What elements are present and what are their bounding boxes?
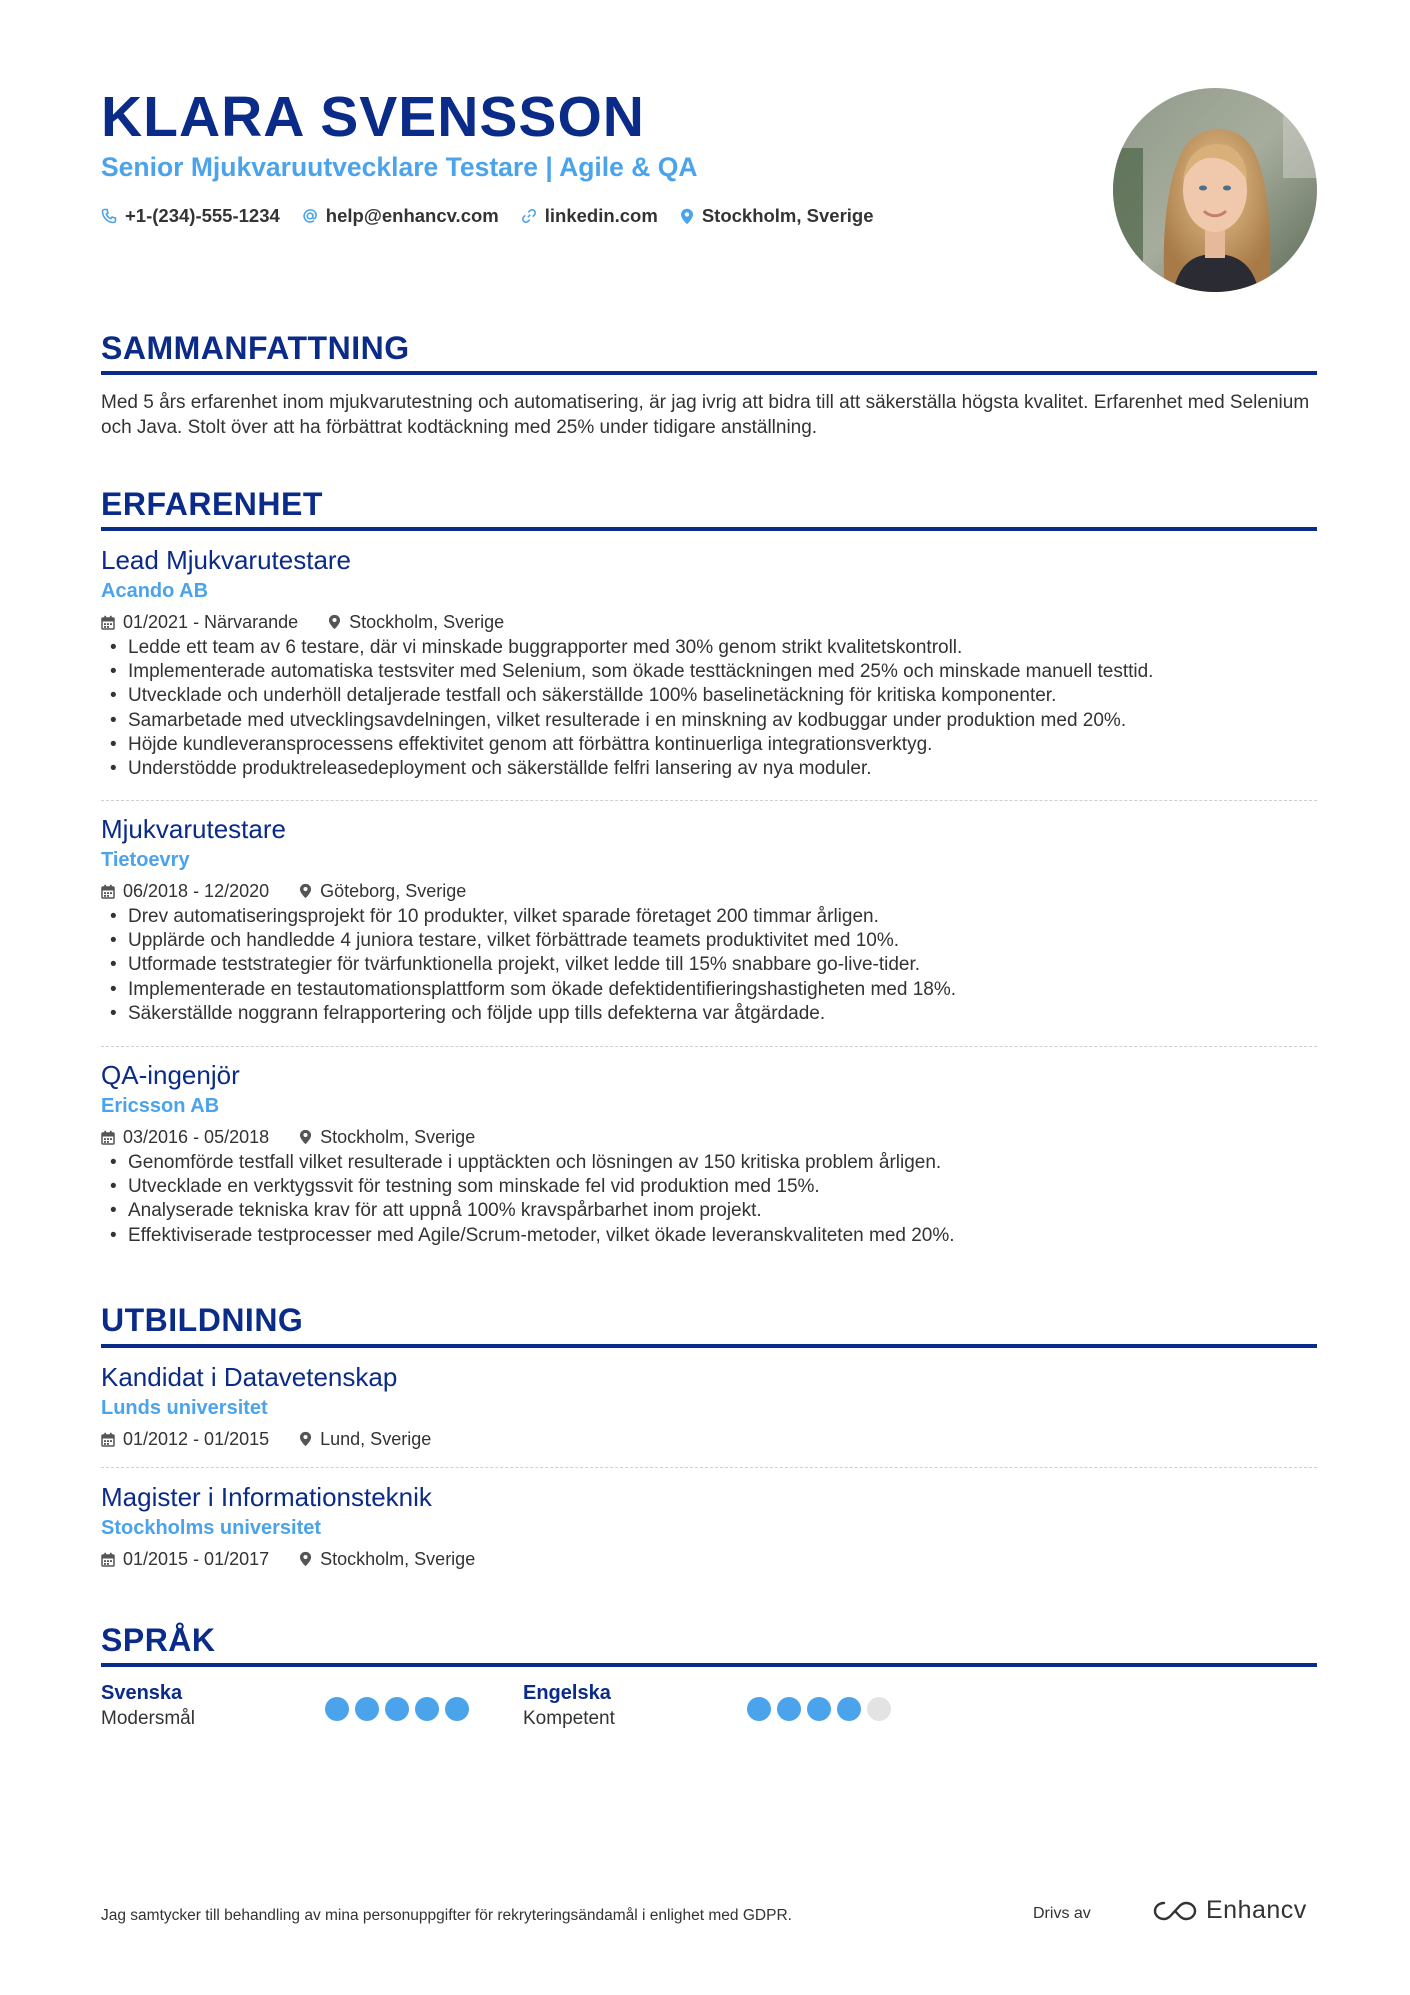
experience-bullet: • Implementerade en testautomationsplattform som ökade defektidentifieringshastigheten med 18%. bbox=[101, 978, 1317, 1002]
rating-dot-filled bbox=[355, 1697, 379, 1721]
education-section-title: UTBILDNING bbox=[101, 1302, 304, 1338]
at-icon bbox=[302, 208, 318, 224]
experience-bullet: • Utvecklade en verktygssvit för testning som minskade fel vid produktion med 15%. bbox=[101, 1175, 1317, 1199]
summary-section-title: SAMMANFATTNING bbox=[101, 330, 410, 366]
rating-dot-filled bbox=[325, 1697, 349, 1721]
languages-section-rule bbox=[101, 1663, 1317, 1667]
education-location-text: Stockholm, Sverige bbox=[320, 1549, 476, 1569]
experience-role: QA-ingenjör bbox=[101, 1060, 240, 1090]
language-item bbox=[523, 1680, 615, 1732]
experience-bullets bbox=[101, 1151, 1317, 1248]
experience-bullet: • Understödde produktreleasedeployment och säkerställde felfri lansering av nya moduler. bbox=[101, 757, 1317, 781]
calendar-icon bbox=[101, 1552, 115, 1567]
education-dates bbox=[101, 1427, 269, 1451]
contact-location-text: Stockholm, Sverige bbox=[701, 205, 874, 226]
experience-location bbox=[299, 879, 466, 903]
location-pin-icon bbox=[299, 1551, 312, 1567]
location-pin-icon bbox=[299, 1129, 312, 1145]
experience-bullet: • Utvecklade och underhöll detaljerade testfall och säkerställde 100% baselinetäckning för kritiska komponenter. bbox=[101, 684, 1317, 708]
experience-bullet: • Genomförde testfall vilket resulterade i upptäckten och lösningen av 150 kritiska problem årligen. bbox=[101, 1151, 1317, 1175]
experience-bullet: • Säkerställde noggrann felrapportering och följde upp tills defekterna var åtgärdade. bbox=[101, 1002, 1317, 1026]
education-school: Stockholms universitet bbox=[101, 1517, 322, 1539]
candidate-name: KLARA SVENSSON bbox=[101, 85, 645, 149]
language-level: Modersmål bbox=[101, 1708, 195, 1729]
experience-bullet: • Samarbetade med utvecklingsavdelningen, vilket resulterade i en minskning av kodbuggar under produktion med 20%. bbox=[101, 709, 1317, 733]
rating-dot-filled bbox=[837, 1697, 861, 1721]
experience-company: Ericsson AB bbox=[101, 1095, 220, 1117]
rating-dot-filled bbox=[415, 1697, 439, 1721]
language-rating bbox=[325, 1697, 469, 1721]
experience-location-text: Stockholm, Sverige bbox=[320, 1127, 476, 1147]
contact-phone[interactable] bbox=[101, 205, 280, 227]
location-pin-icon bbox=[299, 1431, 312, 1447]
contact-linkedin-text: linkedin.com bbox=[544, 205, 658, 226]
education-dates-text: 01/2015 - 01/2017 bbox=[123, 1549, 270, 1569]
contact-bar bbox=[101, 205, 874, 227]
link-icon bbox=[521, 208, 537, 224]
language-rating bbox=[747, 1697, 891, 1721]
enhancv-brand-text: Enhancv bbox=[1206, 1896, 1307, 1924]
rating-dot-filled bbox=[385, 1697, 409, 1721]
experience-bullet: • Ledde ett team av 6 testare, där vi minskade buggrapporter med 30% genom strikt kvalitetskontroll. bbox=[101, 636, 1317, 660]
experience-bullet: • Höjde kundleveransprocessens effektivitet genom att förbättra kontinuerliga integrationsverktyg. bbox=[101, 733, 1317, 757]
language-level: Kompetent bbox=[523, 1708, 615, 1729]
rating-dot-filled bbox=[777, 1697, 801, 1721]
education-meta bbox=[101, 1547, 1317, 1571]
experience-dates bbox=[101, 610, 298, 634]
experience-role: Mjukvarutestare bbox=[101, 814, 286, 844]
education-section-rule bbox=[101, 1344, 1317, 1348]
experience-bullet: • Drev automatiseringsprojekt för 10 produkter, vilket sparade företaget 200 timmar årligen. bbox=[101, 905, 1317, 929]
education-meta bbox=[101, 1427, 1317, 1451]
experience-bullet: • Utformade teststrategier för tvärfunktionella projekt, vilket ledde till 15% snabbare go-live-tider. bbox=[101, 953, 1317, 977]
experience-company: Tietoevry bbox=[101, 849, 190, 871]
experience-company: Acando AB bbox=[101, 580, 209, 602]
calendar-icon bbox=[101, 615, 115, 630]
calendar-icon bbox=[101, 884, 115, 899]
experience-dates-text: 06/2018 - 12/2020 bbox=[123, 881, 270, 901]
experience-bullet: • Analyserade tekniska krav för att uppnå 100% kravspårbarhet inom projekt. bbox=[101, 1199, 1317, 1223]
experience-section-title: ERFARENHET bbox=[101, 486, 323, 522]
experience-entry bbox=[101, 812, 1317, 1026]
entry-divider bbox=[101, 1467, 1317, 1468]
entry-divider bbox=[101, 1046, 1317, 1047]
experience-location bbox=[328, 610, 504, 634]
experience-bullet: • Upplärde och handledde 4 juniora testare, vilket förbättrade teamets produktivitet med 10%. bbox=[101, 929, 1317, 953]
language-name: Engelska bbox=[523, 1682, 611, 1704]
candidate-headline: Senior Mjukvaruutvecklare Testare | Agile & QA bbox=[101, 152, 698, 182]
summary-text: Med 5 års erfarenhet inom mjukvarutestning och automatisering, är jag ivrig att bidra till att säkerställa högsta kvalitet. Erfarenhet med Selenium och Java. Stolt över att ha förbättrat kodtäckning med 25% under tidigare anställning. bbox=[101, 392, 1310, 438]
experience-dates-text: 03/2016 - 05/2018 bbox=[123, 1127, 270, 1147]
experience-section-rule bbox=[101, 527, 1317, 531]
experience-location-text: Göteborg, Sverige bbox=[320, 881, 467, 901]
education-entry bbox=[101, 1360, 1317, 1451]
languages-section-title: SPRÅK bbox=[101, 1622, 216, 1658]
contact-email-text: help@enhancv.com bbox=[325, 205, 499, 226]
contact-location bbox=[680, 205, 874, 227]
education-school: Lunds universitet bbox=[101, 1397, 268, 1419]
experience-meta bbox=[101, 610, 1317, 634]
language-name: Svenska bbox=[101, 1682, 183, 1704]
calendar-icon bbox=[101, 1432, 115, 1447]
experience-location bbox=[299, 1125, 475, 1149]
rating-dot-filled bbox=[445, 1697, 469, 1721]
location-pin-icon bbox=[680, 208, 694, 225]
education-dates bbox=[101, 1547, 269, 1571]
experience-meta bbox=[101, 1125, 1317, 1149]
powered-by-label: Drivs av bbox=[1033, 1905, 1091, 1922]
education-entry bbox=[101, 1480, 1317, 1571]
education-location bbox=[299, 1427, 431, 1451]
experience-meta bbox=[101, 879, 1317, 903]
location-pin-icon bbox=[299, 883, 312, 899]
experience-bullet: • Implementerade automatiska testsviter med Selenium, som ökade testtäckningen med 25% och minskade manuell testtid. bbox=[101, 660, 1317, 684]
gdpr-consent: Jag samtycker till behandling av mina personuppgifter för rekryteringsändamål i enlighet med GDPR. bbox=[101, 1907, 792, 1924]
enhancv-logo-icon bbox=[1152, 1899, 1198, 1923]
phone-icon bbox=[101, 208, 117, 224]
education-location-text: Lund, Sverige bbox=[320, 1429, 432, 1449]
calendar-icon bbox=[101, 1130, 115, 1145]
experience-dates bbox=[101, 879, 269, 903]
location-pin-icon bbox=[328, 614, 341, 630]
experience-bullet: • Effektiviserade testprocesser med Agile/Scrum-metoder, vilket ökade leveranskvaliteten med 20%. bbox=[101, 1224, 1317, 1248]
experience-bullets bbox=[101, 636, 1317, 781]
summary-section-rule bbox=[101, 371, 1317, 375]
rating-dot-filled bbox=[747, 1697, 771, 1721]
language-item bbox=[101, 1680, 195, 1732]
education-dates-text: 01/2012 - 01/2015 bbox=[123, 1429, 270, 1449]
rating-dot-filled bbox=[807, 1697, 831, 1721]
contact-linkedin[interactable] bbox=[521, 205, 658, 227]
experience-entry bbox=[101, 1058, 1317, 1248]
experience-dates-text: 01/2021 - Närvarande bbox=[123, 612, 299, 632]
contact-email[interactable] bbox=[302, 205, 499, 227]
entry-divider bbox=[101, 800, 1317, 801]
experience-bullets bbox=[101, 905, 1317, 1026]
education-location bbox=[299, 1547, 475, 1571]
enhancv-brand[interactable] bbox=[1152, 1896, 1307, 1925]
experience-location-text: Stockholm, Sverige bbox=[349, 612, 505, 632]
experience-entry bbox=[101, 543, 1317, 781]
experience-dates bbox=[101, 1125, 269, 1149]
education-degree: Kandidat i Datavetenskap bbox=[101, 1362, 398, 1392]
profile-photo bbox=[1113, 88, 1317, 292]
experience-role: Lead Mjukvarutestare bbox=[101, 545, 352, 575]
contact-phone-text: +1-(234)-555-1234 bbox=[125, 205, 280, 226]
rating-dot-empty bbox=[867, 1697, 891, 1721]
education-degree: Magister i Informationsteknik bbox=[101, 1482, 432, 1512]
